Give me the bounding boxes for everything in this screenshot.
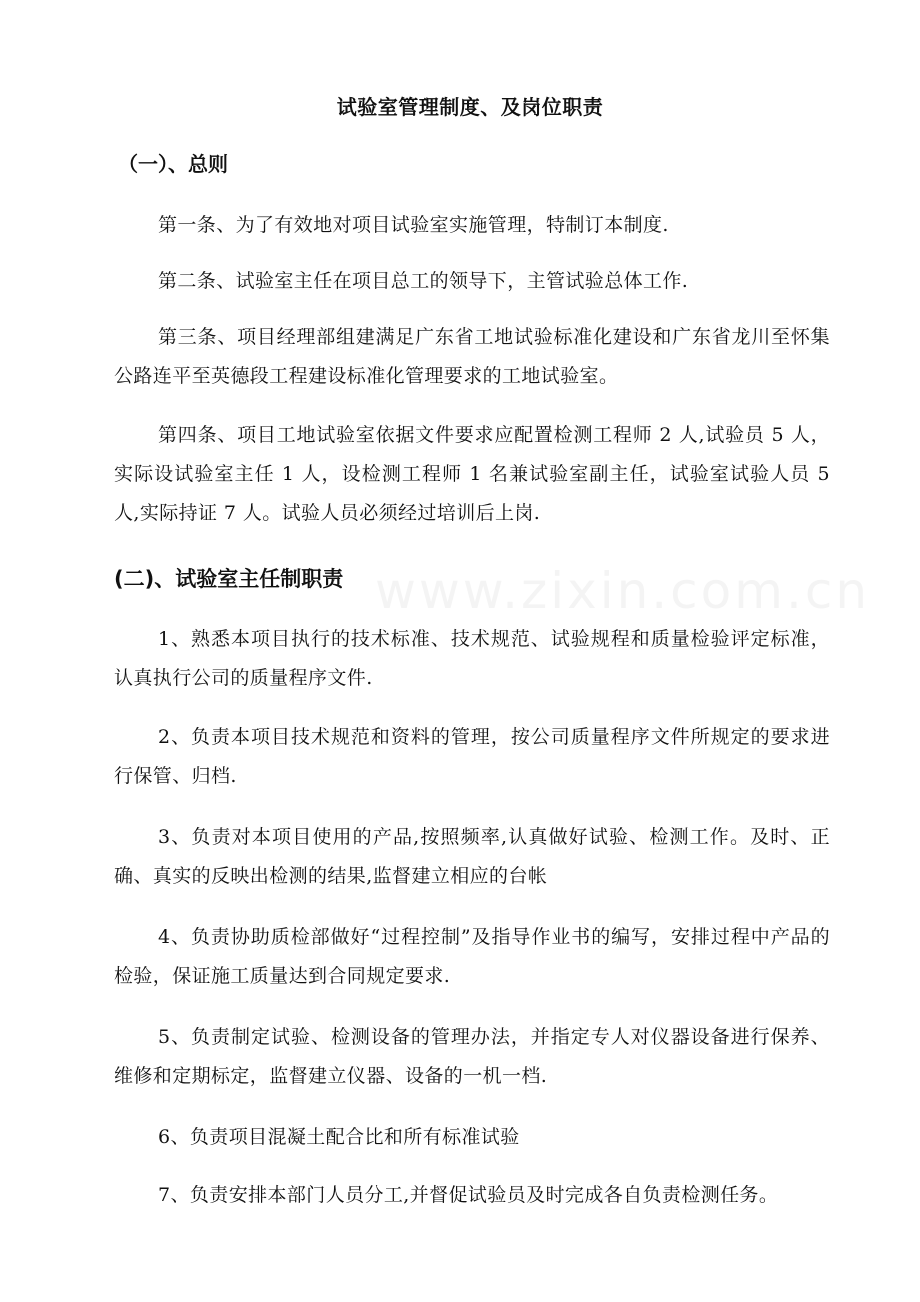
section-heading-director-duties: (二)、试验室主任制职责 bbox=[114, 567, 344, 591]
duty-item: 6、负责项目混凝土配合比和所有标准试验 bbox=[158, 1126, 520, 1148]
document-title: 试验室管理制度、及岗位职责 bbox=[336, 95, 604, 119]
duty-item: 7、负责安排本部门人员分工,并督促试验员及时完成各自负责检测任务。 bbox=[158, 1184, 779, 1206]
article-3-paragraph: 第三条、项目经理部组建满足广东省工地试验标准化建设和广东省龙川至怀集公路连平至英德段工程建设标准化管理要求的工地试验室。 bbox=[114, 326, 830, 387]
watermark: www.zixin.com.cn bbox=[375, 562, 871, 620]
duty-item: 5、负责制定试验、检测设备的管理办法，并指定专人对仪器设备进行保养、维修和定期标定，监督建立仪器、设备的一机一档. bbox=[114, 1026, 830, 1087]
duty-item: 2、负责本项目技术规范和资料的管理，按公司质量程序文件所规定的要求进行保管、归档. bbox=[114, 726, 830, 787]
article-4-paragraph: 第四条、项目工地试验室依据文件要求应配置检测工程师 2 人,试验员 5 人，实际设试验室主任 1 人，设检测工程师 1 名兼试验室副主任，试验室试验人员 5 人,实际持证 7 人。试验人员必须经过培训后上岗. bbox=[114, 424, 830, 524]
article-2-paragraph: 第二条、试验室主任在项目总工的领导下，主管试验总体工作. bbox=[158, 270, 689, 292]
duty-item: 1、熟悉本项目执行的技术标准、技术规范、试验规程和质量检验评定标准，认真执行公司的质量程序文件. bbox=[114, 628, 830, 689]
article-1-paragraph: 第一条、为了有效地对项目试验室实施管理，特制订本制度. bbox=[158, 214, 669, 236]
section-heading-general: （一）、总则 bbox=[118, 152, 228, 176]
duty-item: 3、负责对本项目使用的产品,按照频率,认真做好试验、检测工作。及时、正确、真实的反映出检测的结果,监督建立相应的台帐 bbox=[114, 826, 830, 887]
duty-item: 4、负责协助质检部做好“过程控制”及指导作业书的编写，安排过程中产品的检验，保证施工质量达到合同规定要求. bbox=[114, 926, 830, 987]
